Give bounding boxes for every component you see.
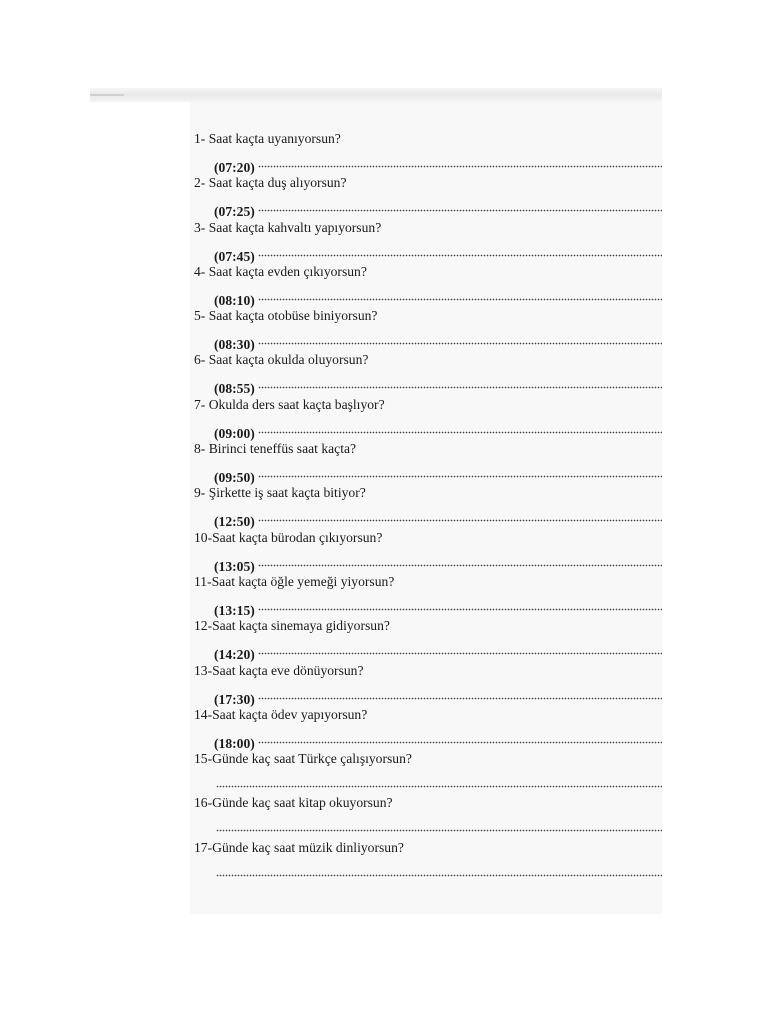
dotted-blank <box>216 814 662 836</box>
question-item <box>194 837 662 881</box>
answer-line[interactable] <box>194 239 662 264</box>
answer-line[interactable] <box>194 327 662 353</box>
question-text: 16-Günde kaç saat kitap okuyorsun? <box>194 795 393 811</box>
question-item <box>194 172 662 220</box>
answer-time: (12:50) <box>214 514 255 530</box>
question-text: 11-Saat kaçta öğle yemeği yiyorsun? <box>194 573 395 589</box>
question-item <box>194 128 662 175</box>
question-item <box>194 349 662 397</box>
question-item <box>194 394 662 441</box>
dotted-blank <box>216 770 662 792</box>
answer-line[interactable] <box>194 770 662 792</box>
question-item <box>194 305 662 353</box>
answer-time: (08:55) <box>214 381 255 397</box>
question-item <box>194 261 662 308</box>
answer-time: (07:20) <box>214 160 255 175</box>
answer-time: (14:20) <box>214 647 255 663</box>
answer-line[interactable] <box>194 859 662 881</box>
answer-line[interactable] <box>194 726 662 751</box>
question-text: 13-Saat kaçta eve dönüyorsun? <box>194 662 364 678</box>
answer-line[interactable] <box>194 637 662 663</box>
question-item <box>194 615 662 663</box>
question-item <box>194 660 662 707</box>
dotted-blank <box>258 504 662 526</box>
answer-line[interactable] <box>194 194 662 220</box>
dotted-blank <box>258 150 662 172</box>
answer-time: (17:30) <box>214 691 255 707</box>
answer-line[interactable] <box>194 682 662 707</box>
answer-time: (13:15) <box>214 602 255 618</box>
dotted-blank <box>258 194 662 216</box>
question-text: 1- Saat kaçta uyanıyorsun? <box>194 131 341 146</box>
answer-line[interactable] <box>194 549 662 574</box>
question-text: 5- Saat kaçta otobüse biniyorsun? <box>194 308 378 324</box>
answer-time: (07:45) <box>214 248 255 264</box>
dotted-blank <box>258 726 662 748</box>
answer-line[interactable] <box>194 416 662 441</box>
question-item <box>194 527 662 574</box>
answer-time: (08:30) <box>214 337 255 353</box>
answer-line[interactable] <box>194 283 662 308</box>
answer-time: (18:00) <box>214 735 255 751</box>
answer-time: (07:25) <box>214 204 255 220</box>
dotted-blank <box>258 283 662 305</box>
answer-line[interactable] <box>194 460 662 486</box>
question-text: 14-Saat kaçta ödev yapıyorsun? <box>194 706 368 722</box>
dotted-blank <box>258 593 662 615</box>
dotted-blank <box>258 460 662 482</box>
question-item <box>194 792 662 836</box>
dotted-blank <box>258 327 662 349</box>
question-list <box>194 128 662 881</box>
question-item <box>194 438 662 486</box>
question-item <box>194 748 662 792</box>
dotted-blank <box>258 637 662 659</box>
dotted-blank <box>258 416 662 438</box>
answer-time: (13:05) <box>214 558 255 574</box>
answer-line[interactable] <box>194 593 662 618</box>
question-text: 10-Saat kaçta bürodan çıkıyorsun? <box>194 529 383 545</box>
question-text: 12-Saat kaçta sinemaya gidiyorsun? <box>194 618 390 634</box>
question-item <box>194 482 662 530</box>
question-text: 7- Okulda ders saat kaçta başlıyor? <box>194 396 385 412</box>
dotted-blank <box>258 239 662 261</box>
question-text: 8- Birinci teneffüs saat kaçta? <box>194 441 357 457</box>
dotted-blank <box>258 682 662 704</box>
answer-time: (09:00) <box>214 425 255 441</box>
dotted-blank <box>216 859 662 881</box>
question-item <box>194 704 662 751</box>
answer-line[interactable] <box>194 504 662 530</box>
scan-top-edge <box>90 88 662 102</box>
answer-time: (08:10) <box>214 292 255 308</box>
question-text: 17-Günde kaç saat müzik dinliyorsun? <box>194 839 404 855</box>
question-text: 9- Şirkette iş saat kaçta bitiyor? <box>194 485 366 501</box>
dotted-blank <box>258 371 662 393</box>
question-item <box>194 571 662 618</box>
question-item <box>194 217 662 264</box>
answer-line[interactable] <box>194 371 662 397</box>
question-text: 15-Günde kaç saat Türkçe çalışıyorsun? <box>194 751 412 767</box>
answer-line[interactable] <box>194 814 662 836</box>
question-text: 4- Saat kaçta evden çıkıyorsun? <box>194 263 367 279</box>
answer-time: (09:50) <box>214 470 255 486</box>
question-text: 6- Saat kaçta okulda oluyorsun? <box>194 352 369 368</box>
dotted-blank <box>258 549 662 571</box>
answer-line[interactable] <box>194 150 662 175</box>
question-text: 3- Saat kaçta kahvaltı yapıyorsun? <box>194 219 382 235</box>
question-text: 2- Saat kaçta duş alıyorsun? <box>194 175 347 191</box>
